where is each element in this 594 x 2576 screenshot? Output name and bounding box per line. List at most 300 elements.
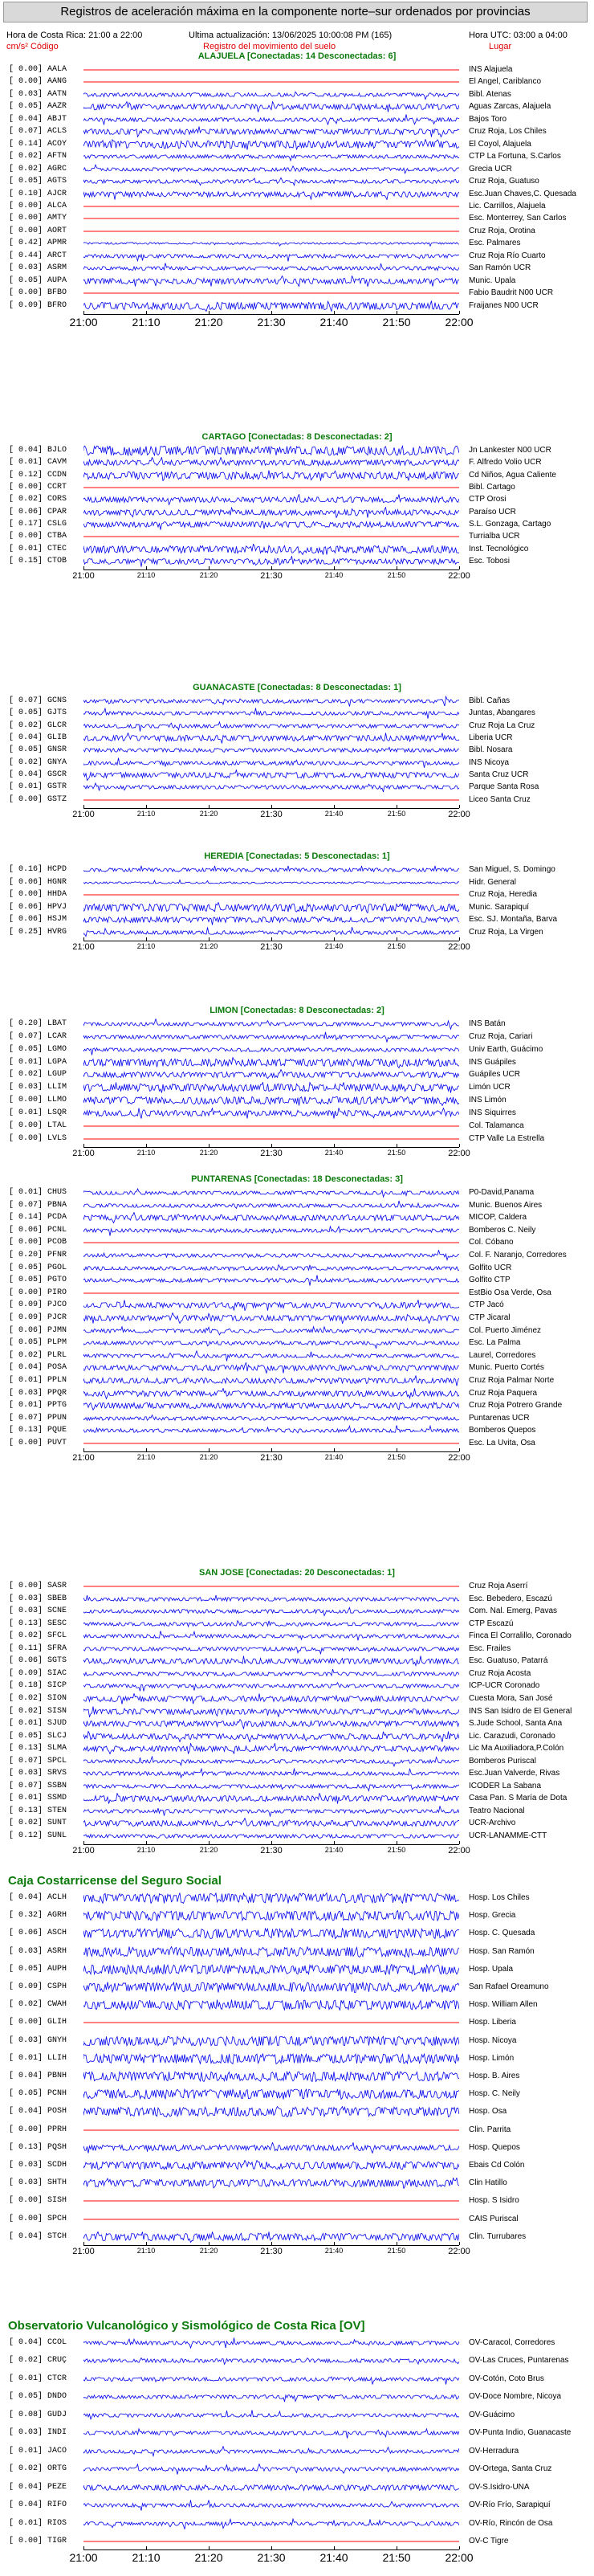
station-trace[interactable]: [83, 64, 459, 76]
station-code[interactable]: [ 0.00] BFBO: [9, 288, 67, 298]
axis-tick: [146, 311, 147, 314]
station-trace[interactable]: [83, 2374, 459, 2385]
station-code[interactable]: [ 0.07] PBNA: [9, 1200, 67, 1210]
station-code[interactable]: [ 0.03] SHTH: [9, 2178, 67, 2188]
station-code[interactable]: [ 0.05] GNSR: [9, 745, 67, 755]
station-code[interactable]: [ 0.44] ARCT: [9, 251, 67, 260]
station-trace[interactable]: [83, 1768, 459, 1779]
station-code[interactable]: [ 0.07] LCAR: [9, 1031, 67, 1041]
axis-tick-label: 21:20: [199, 2246, 218, 2255]
link-registro[interactable]: Registro del movimiento del suelo: [203, 42, 336, 51]
station-trace[interactable]: [83, 114, 459, 125]
station-trace[interactable]: [83, 708, 459, 719]
station-code[interactable]: [ 0.11] SFRA: [9, 1643, 67, 1653]
station-code[interactable]: [ 0.02] AGRC: [9, 164, 67, 174]
station-trace[interactable]: [83, 2231, 459, 2243]
station-code[interactable]: [ 0.13] SESC: [9, 1619, 67, 1628]
station-trace[interactable]: [83, 1964, 459, 1975]
station-trace[interactable]: [83, 151, 459, 162]
waveform-trace: [83, 1201, 459, 1208]
station-code[interactable]: [ 0.03] SRVS: [9, 1769, 67, 1778]
station-code[interactable]: [ 0.03] SBEB: [9, 1594, 67, 1603]
station-place: Col. Cóbano: [469, 1238, 514, 1247]
station-code[interactable]: [ 0.00] LLMO: [9, 1096, 67, 1105]
axis-tick-label: 21:00: [72, 1453, 95, 1463]
station-trace[interactable]: [83, 1581, 459, 1592]
station-trace[interactable]: [83, 1793, 459, 1804]
station-code[interactable]: [ 0.32] AGRH: [9, 1911, 67, 1921]
station-code[interactable]: [ 0.18] SICP: [9, 1681, 67, 1691]
station-trace[interactable]: [83, 1237, 459, 1248]
station-trace[interactable]: [83, 1743, 459, 1754]
station-code[interactable]: [ 0.08] GUDJ: [9, 2410, 67, 2419]
station-trace[interactable]: [83, 2337, 459, 2349]
station-trace[interactable]: [83, 1019, 459, 1030]
link-codigo[interactable]: cm/s² Código: [6, 42, 59, 51]
station-trace[interactable]: [83, 1718, 459, 1729]
station-code[interactable]: [ 0.00] AANG: [9, 77, 67, 87]
station-place: Bibl. Nosara: [469, 745, 513, 755]
station-code[interactable]: [ 0.15] CTOB: [9, 557, 67, 566]
station-code[interactable]: [ 0.03] PPQR: [9, 1388, 67, 1398]
station-code[interactable]: [ 0.05] PLPM: [9, 1338, 67, 1348]
station-code[interactable]: [ 0.01] JACO: [9, 2446, 67, 2456]
station-trace[interactable]: [83, 556, 459, 567]
station-trace[interactable]: [83, 519, 459, 530]
axis-tick-label: 21:00: [69, 2550, 98, 2564]
station-place: P0-David,Panama: [469, 1188, 535, 1197]
station-code[interactable]: [ 0.05] SLCJ: [9, 1731, 67, 1741]
station-code[interactable]: [ 0.07] SPCL: [9, 1756, 67, 1766]
station-code[interactable]: [ 0.00] AALA: [9, 65, 67, 74]
station-code[interactable]: [ 0.05] AGTS: [9, 177, 67, 186]
station-trace[interactable]: [83, 494, 459, 505]
station-code[interactable]: [ 0.01] RIOS: [9, 2518, 67, 2528]
station-code[interactable]: [ 0.12] CCDN: [9, 470, 67, 480]
station-code[interactable]: [ 0.00] PPRH: [9, 2125, 67, 2134]
station-code[interactable]: [ 0.04] BJLO: [9, 446, 67, 455]
station-trace[interactable]: [83, 544, 459, 555]
station-code[interactable]: [ 0.13] PQUE: [9, 1426, 67, 1435]
station-trace[interactable]: [83, 2106, 459, 2117]
station-code[interactable]: [ 0.02] SFCL: [9, 1631, 67, 1641]
station-code[interactable]: [ 0.07] GCNS: [9, 696, 67, 705]
station-code[interactable]: [ 0.06] SGTS: [9, 1656, 67, 1666]
station-code[interactable]: [ 0.03] SCDH: [9, 2161, 67, 2170]
station-code[interactable]: [ 0.16] HCPD: [9, 865, 67, 874]
station-code[interactable]: [ 0.01] LGPA: [9, 1057, 67, 1067]
station-trace[interactable]: [83, 2410, 459, 2421]
time-axis: [83, 2549, 459, 2550]
station-code[interactable]: [ 0.02] SION: [9, 1693, 67, 1703]
station-code[interactable]: [ 0.04] GSCR: [9, 770, 67, 780]
station-trace[interactable]: [83, 1706, 459, 1717]
station-trace[interactable]: [83, 2071, 459, 2082]
station-code[interactable]: [ 0.06] ASCH: [9, 1929, 67, 1938]
station-trace[interactable]: [83, 1999, 459, 2011]
station-code[interactable]: [ 0.42] APMR: [9, 239, 67, 248]
station-trace[interactable]: [83, 238, 459, 249]
station-code[interactable]: [ 0.01] CAVM: [9, 458, 67, 467]
link-lugar[interactable]: Lugar: [489, 42, 512, 51]
station-code[interactable]: [ 0.13] SLMA: [9, 1744, 67, 1753]
station-trace[interactable]: [83, 1928, 459, 1939]
station-code[interactable]: [ 0.03] AATN: [9, 89, 67, 99]
station-code[interactable]: [ 0.02] SISN: [9, 1706, 67, 1716]
station-code[interactable]: [ 0.02] GNYA: [9, 757, 67, 767]
waveform-trace: [83, 1756, 459, 1766]
station-code[interactable]: [ 0.00] SASR: [9, 1582, 67, 1590]
axis-tick: [271, 805, 272, 808]
station-code[interactable]: [ 0.01] CHUS: [9, 1188, 67, 1197]
station-trace[interactable]: [83, 1781, 459, 1792]
station-trace[interactable]: [83, 1121, 459, 1132]
station-trace[interactable]: [83, 2160, 459, 2171]
station-code[interactable]: [ 0.00] ALCA: [9, 201, 67, 210]
station-code[interactable]: [ 0.25] HVRG: [9, 928, 67, 937]
station-trace[interactable]: [83, 1619, 459, 1630]
station-trace[interactable]: [83, 2214, 459, 2225]
station-code[interactable]: [ 0.00] PIRO: [9, 1288, 67, 1297]
station-trace[interactable]: [83, 139, 459, 150]
station-code[interactable]: [ 0.07] PPUN: [9, 1413, 67, 1423]
station-trace[interactable]: [83, 263, 459, 274]
station-trace[interactable]: [83, 733, 459, 744]
station-code[interactable]: [ 0.03] SCNE: [9, 1606, 67, 1616]
station-code[interactable]: [ 0.05] PGOL: [9, 1263, 67, 1272]
station-trace[interactable]: [83, 1057, 459, 1068]
station-place: INS Limón: [469, 1096, 507, 1105]
waveform-trace: [83, 2231, 459, 2242]
station-trace[interactable]: [83, 507, 459, 518]
station-code[interactable]: [ 0.00] CCRT: [9, 483, 67, 492]
station-trace[interactable]: [83, 2035, 459, 2047]
station-trace[interactable]: [83, 1438, 459, 1449]
station-code[interactable]: [ 0.05] AUPA: [9, 276, 67, 285]
station-code[interactable]: [ 0.05] PCNH: [9, 2089, 67, 2099]
station-trace[interactable]: [83, 482, 459, 493]
station-trace[interactable]: [83, 1606, 459, 1617]
station-code[interactable]: [ 0.07] ACLS: [9, 127, 67, 137]
station-code[interactable]: [ 0.05] PGTO: [9, 1276, 67, 1285]
station-code[interactable]: [ 0.03] GNYH: [9, 2035, 67, 2045]
station-code[interactable]: [ 0.20] PFNR: [9, 1251, 67, 1259]
station-trace[interactable]: [83, 1108, 459, 1119]
station-code[interactable]: [ 0.06] PCNL: [9, 1225, 67, 1235]
station-trace[interactable]: [83, 757, 459, 769]
station-trace[interactable]: [83, 2500, 459, 2511]
station-code[interactable]: [ 0.05] DNDO: [9, 2392, 67, 2402]
station-code[interactable]: [ 0.05] LGMO: [9, 1044, 67, 1054]
station-trace[interactable]: [83, 1400, 459, 1411]
station-trace[interactable]: [83, 288, 459, 299]
station-trace[interactable]: [83, 251, 459, 262]
station-code[interactable]: [ 0.01] LLIH: [9, 2053, 67, 2063]
station-trace[interactable]: [83, 76, 459, 88]
axis-tick: [334, 805, 335, 808]
station-trace[interactable]: [83, 457, 459, 468]
station-trace[interactable]: [83, 1187, 459, 1198]
station-trace[interactable]: [83, 877, 459, 888]
axis-tick: [271, 1841, 272, 1844]
station-code[interactable]: [ 0.03] INDI: [9, 2428, 67, 2438]
station-code[interactable]: [ 0.01] CTEC: [9, 544, 67, 553]
station-place: Finca El Corralillo, Coronado: [469, 1631, 572, 1641]
station-trace[interactable]: [83, 1631, 459, 1642]
station-trace[interactable]: [83, 1982, 459, 1993]
station-code[interactable]: [ 0.00] HHDA: [9, 890, 67, 900]
station-code[interactable]: [ 0.14] PCDA: [9, 1213, 67, 1223]
station-code[interactable]: [ 0.00] AMTY: [9, 214, 67, 223]
station-trace[interactable]: [83, 1892, 459, 1904]
station-trace[interactable]: [83, 2427, 459, 2439]
station-trace[interactable]: [83, 2536, 459, 2547]
axis-tick: [459, 311, 460, 314]
station-trace[interactable]: [83, 2446, 459, 2457]
station-code[interactable]: [ 0.06] HPVJ: [9, 902, 67, 912]
station-code[interactable]: [ 0.00] PUVT: [9, 1439, 67, 1447]
station-trace[interactable]: [83, 1337, 459, 1349]
station-trace[interactable]: [83, 1312, 459, 1324]
station-place: Santa Cruz UCR: [469, 770, 529, 780]
station-code[interactable]: [ 0.04] PEZE: [9, 2482, 67, 2492]
station-trace[interactable]: [83, 1680, 459, 1692]
station-code[interactable]: [ 0.12] SUNL: [9, 1831, 67, 1840]
station-place: Esc. Palmares: [469, 239, 521, 248]
station-code[interactable]: [ 0.03] ASRH: [9, 1946, 67, 1956]
station-code[interactable]: [ 0.05] GJTS: [9, 708, 67, 718]
station-code[interactable]: [ 0.01] LSQR: [9, 1108, 67, 1117]
station-code[interactable]: [ 0.00] GLIH: [9, 2018, 67, 2027]
station-code[interactable]: [ 0.01] SSMD: [9, 1794, 67, 1803]
station-code[interactable]: [ 0.00] PCOB: [9, 1238, 67, 1247]
station-code[interactable]: [ 0.04] GLIB: [9, 733, 67, 743]
station-trace[interactable]: [83, 1225, 459, 1236]
station-trace[interactable]: [83, 1069, 459, 1080]
station-trace[interactable]: [83, 176, 459, 187]
station-code[interactable]: [ 0.14] ACOY: [9, 139, 67, 149]
station-code[interactable]: [ 0.05] AAZR: [9, 102, 67, 112]
station-code[interactable]: [ 0.06] PJMN: [9, 1325, 67, 1335]
station-code[interactable]: [ 0.04] PBNH: [9, 2072, 67, 2080]
station-trace[interactable]: [83, 1250, 459, 1261]
station-trace[interactable]: [83, 2142, 459, 2153]
station-code[interactable]: [ 0.06] HGNR: [9, 877, 67, 887]
station-trace[interactable]: [83, 164, 459, 175]
station-code[interactable]: [ 0.20] LBAT: [9, 1019, 67, 1028]
waveform-trace: [83, 866, 459, 872]
station-place: Cruz Roja Río Cuarto: [469, 251, 546, 260]
station-trace[interactable]: [83, 1082, 459, 1093]
station-code[interactable]: [ 0.03] ASRM: [9, 263, 67, 273]
station-code[interactable]: [ 0.04] STCH: [9, 2231, 67, 2241]
station-code[interactable]: [ 0.13] STEN: [9, 1806, 67, 1815]
station-code[interactable]: [ 0.00] GSTZ: [9, 794, 67, 804]
station-trace[interactable]: [83, 1212, 459, 1223]
station-trace[interactable]: [83, 2053, 459, 2064]
station-code[interactable]: [ 0.02] CRUÇ: [9, 2356, 67, 2366]
station-code[interactable]: [ 0.02] SUNT: [9, 1819, 67, 1828]
station-trace[interactable]: [83, 1044, 459, 1055]
station-trace[interactable]: [83, 1643, 459, 1655]
station-trace[interactable]: [83, 2178, 459, 2189]
station-trace[interactable]: [83, 226, 459, 237]
station-place: El Angel, Cariblanco: [469, 77, 542, 87]
station-trace[interactable]: [83, 213, 459, 224]
station-code[interactable]: [ 0.00] SISH: [9, 2196, 67, 2206]
station-code[interactable]: [ 0.00] SPCH: [9, 2214, 67, 2223]
station-trace[interactable]: [83, 721, 459, 732]
station-code[interactable]: [ 0.00] TIGR: [9, 2536, 67, 2545]
station-trace[interactable]: [83, 2518, 459, 2529]
axis-tick-label: 21:50: [387, 809, 406, 818]
station-trace[interactable]: [83, 2391, 459, 2402]
station-code[interactable]: [ 0.10] AJCR: [9, 189, 67, 198]
station-code[interactable]: [ 0.00] AORT: [9, 226, 67, 235]
waveform-trace: [83, 1784, 459, 1790]
station-code[interactable]: [ 0.04] POSH: [9, 2107, 67, 2117]
station-code[interactable]: [ 0.06] CPAR: [9, 507, 67, 516]
station-code[interactable]: [ 0.09] BFRO: [9, 300, 67, 310]
axis-tick-label: 21:40: [319, 2550, 348, 2564]
station-code[interactable]: [ 0.09] PJCO: [9, 1300, 67, 1310]
station-trace[interactable]: [83, 1910, 459, 1921]
station-trace[interactable]: [83, 1668, 459, 1680]
station-trace[interactable]: [83, 2088, 459, 2100]
station-code[interactable]: [ 0.07] SSBN: [9, 1781, 67, 1790]
station-code[interactable]: [ 0.04] ABJT: [9, 114, 67, 124]
axis-tick: [271, 311, 272, 314]
station-trace[interactable]: [83, 1375, 459, 1386]
station-trace[interactable]: [83, 1133, 459, 1145]
axis-tick-label: 21:50: [382, 2550, 411, 2564]
station-trace[interactable]: [83, 902, 459, 913]
station-trace[interactable]: [83, 1413, 459, 1424]
station-code[interactable]: [ 0.04] POSA: [9, 1363, 67, 1373]
station-code[interactable]: [ 0.02] CORS: [9, 495, 67, 504]
station-trace[interactable]: [83, 2464, 459, 2475]
station-trace[interactable]: [83, 1350, 459, 1361]
station-code[interactable]: [ 0.02] LGUP: [9, 1070, 67, 1080]
station-trace[interactable]: [83, 300, 459, 312]
station-code[interactable]: [ 0.04] ACLH: [9, 1893, 67, 1902]
waveform-trace: [83, 1608, 459, 1616]
station-code[interactable]: [ 0.00] LTAL: [9, 1121, 67, 1130]
station-trace[interactable]: [83, 126, 459, 137]
station-code[interactable]: [ 0.09] SIAC: [9, 1668, 67, 1678]
station-code[interactable]: [ 0.01] GSTR: [9, 782, 67, 792]
station-trace[interactable]: [83, 89, 459, 100]
station-trace[interactable]: [83, 1655, 459, 1667]
station-trace[interactable]: [83, 1818, 459, 1829]
station-trace[interactable]: [83, 1425, 459, 1436]
station-code[interactable]: [ 0.00] CTBA: [9, 532, 67, 541]
station-trace[interactable]: [83, 201, 459, 212]
station-trace[interactable]: [83, 1300, 459, 1311]
station-trace[interactable]: [83, 782, 459, 793]
station-trace[interactable]: [83, 1806, 459, 1817]
station-code[interactable]: [ 0.00] LVLS: [9, 1133, 67, 1143]
station-place: Inst. Tecnológico: [469, 544, 529, 553]
station-trace[interactable]: [83, 189, 459, 200]
station-trace[interactable]: [83, 927, 459, 938]
station-trace[interactable]: [83, 1594, 459, 1605]
station-trace[interactable]: [83, 1200, 459, 1211]
station-code[interactable]: [ 0.13] PQSH: [9, 2142, 67, 2152]
axis-tick: [146, 2242, 147, 2245]
station-trace[interactable]: [83, 531, 459, 542]
station-code[interactable]: [ 0.01] SJUD: [9, 1719, 67, 1729]
station-code[interactable]: [ 0.02] ORTG: [9, 2464, 67, 2474]
waveform-trace: [83, 2338, 459, 2349]
station-code[interactable]: [ 0.17] CSLG: [9, 520, 67, 529]
station-trace[interactable]: [83, 1362, 459, 1374]
station-trace[interactable]: [83, 2195, 459, 2207]
station-code[interactable]: [ 0.02] GLCR: [9, 721, 67, 730]
station-trace[interactable]: [83, 1831, 459, 1842]
station-trace[interactable]: [83, 1946, 459, 1958]
station-code[interactable]: [ 0.09] CSPH: [9, 1982, 67, 1991]
station-place: OV-Ortega, Santa Cruz: [469, 2464, 552, 2474]
station-code[interactable]: [ 0.05] AUPH: [9, 1964, 67, 1974]
station-trace[interactable]: [83, 696, 459, 707]
station-trace[interactable]: [83, 2482, 459, 2493]
station-place: Cruz Roja, Los Chiles: [469, 127, 547, 137]
station-place: Hosp. Limón: [469, 2053, 515, 2063]
station-trace[interactable]: [83, 1756, 459, 1767]
station-code[interactable]: [ 0.01] PPTG: [9, 1401, 67, 1410]
station-trace[interactable]: [83, 1388, 459, 1399]
station-trace[interactable]: [83, 864, 459, 876]
waveform-trace: [83, 2377, 459, 2385]
station-trace[interactable]: [83, 745, 459, 756]
station-trace[interactable]: [83, 770, 459, 781]
station-place: Esc. Guatuso, Patarrá: [469, 1656, 548, 1666]
station-code[interactable]: [ 0.02] PLRL: [9, 1350, 67, 1360]
station-trace[interactable]: [83, 914, 459, 925]
station-code[interactable]: [ 0.06] HSJM: [9, 915, 67, 925]
station-trace[interactable]: [83, 2355, 459, 2366]
station-code[interactable]: [ 0.02] AFTN: [9, 152, 67, 161]
axis-tick-label: 21:30: [257, 2550, 286, 2564]
station-code[interactable]: [ 0.03] LLIM: [9, 1083, 67, 1092]
station-trace[interactable]: [83, 1031, 459, 1043]
station-trace[interactable]: [83, 445, 459, 456]
station-trace[interactable]: [83, 889, 459, 900]
station-trace[interactable]: [83, 1693, 459, 1704]
station-trace[interactable]: [83, 2017, 459, 2028]
station-code[interactable]: [ 0.01] PPLN: [9, 1376, 67, 1385]
station-trace[interactable]: [83, 1731, 459, 1742]
station-code[interactable]: [ 0.01] CTCR: [9, 2374, 67, 2383]
station-trace[interactable]: [83, 794, 459, 806]
station-trace[interactable]: [83, 1263, 459, 1274]
station-trace[interactable]: [83, 1288, 459, 1299]
station-code[interactable]: [ 0.02] CWAH: [9, 2000, 67, 2010]
waveform-trace: [83, 1226, 459, 1235]
station-trace[interactable]: [83, 470, 459, 481]
station-code[interactable]: [ 0.09] PJCR: [9, 1313, 67, 1322]
station-trace[interactable]: [83, 1325, 459, 1337]
station-trace[interactable]: [83, 1095, 459, 1106]
station-code[interactable]: [ 0.04] RIFO: [9, 2500, 67, 2510]
station-trace[interactable]: [83, 1275, 459, 1286]
station-code[interactable]: [ 0.04] CCOL: [9, 2338, 67, 2347]
axis-tick-label: 22:00: [448, 571, 470, 582]
station-trace[interactable]: [83, 276, 459, 287]
station-trace[interactable]: [83, 2125, 459, 2136]
station-trace[interactable]: [83, 101, 459, 112]
